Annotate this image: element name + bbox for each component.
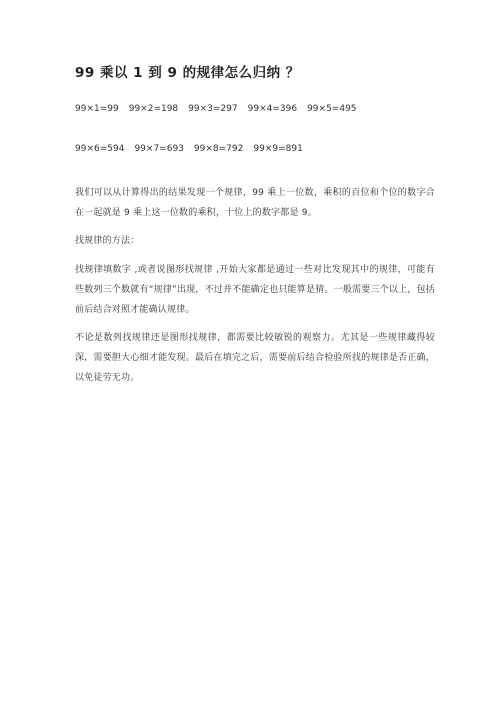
equation: 99×1=99 bbox=[75, 104, 119, 114]
equation: 99×9=891 bbox=[253, 144, 303, 154]
paragraph-pattern-result: 我们可以从计算得出的结果发现一个规律，99 乘上一位数，乘积的百位和个位的数字合在一起就是 9 乘上这一位数的乘积，十位上的数字都是 9。 bbox=[75, 188, 435, 218]
equation: 99×2=198 bbox=[128, 104, 179, 114]
equations-row-2 bbox=[75, 143, 435, 155]
equation: 99×7=693 bbox=[134, 144, 184, 154]
paragraph-method-body: 找规律填数字 ,或者说图形找规律 ,开始大家都是通过一些对比发现其中的规律，可能有些数列三个数就有“规律”出现，不过并不能确定也只能算是猜。一般需要三个以上，包括前后结合对照才能确认规律。 bbox=[75, 265, 435, 315]
equation: 99×8=792 bbox=[193, 144, 244, 154]
equation: 99×5=495 bbox=[307, 104, 357, 114]
equations-row-1 bbox=[75, 103, 435, 115]
paragraph-method-heading: 找规律的方法： bbox=[75, 236, 140, 246]
equation: 99×6=594 bbox=[75, 144, 125, 154]
document-content bbox=[75, 64, 435, 396]
equation: 99×4=396 bbox=[247, 104, 298, 114]
paragraph-observation: 不论是数列找规律还是图形找规律，都需要比较敏锐的观察力。尤其是一些规律藏得较深，需要胆大心细才能发现。最后在填完之后，需要前后结合检验所找的规律是否正确，以免徒劳无功。 bbox=[75, 333, 435, 383]
document-title: 99 乘以 1 到 9 的规律怎么归纳 ？ bbox=[75, 65, 300, 81]
equation: 99×3=297 bbox=[188, 104, 238, 114]
